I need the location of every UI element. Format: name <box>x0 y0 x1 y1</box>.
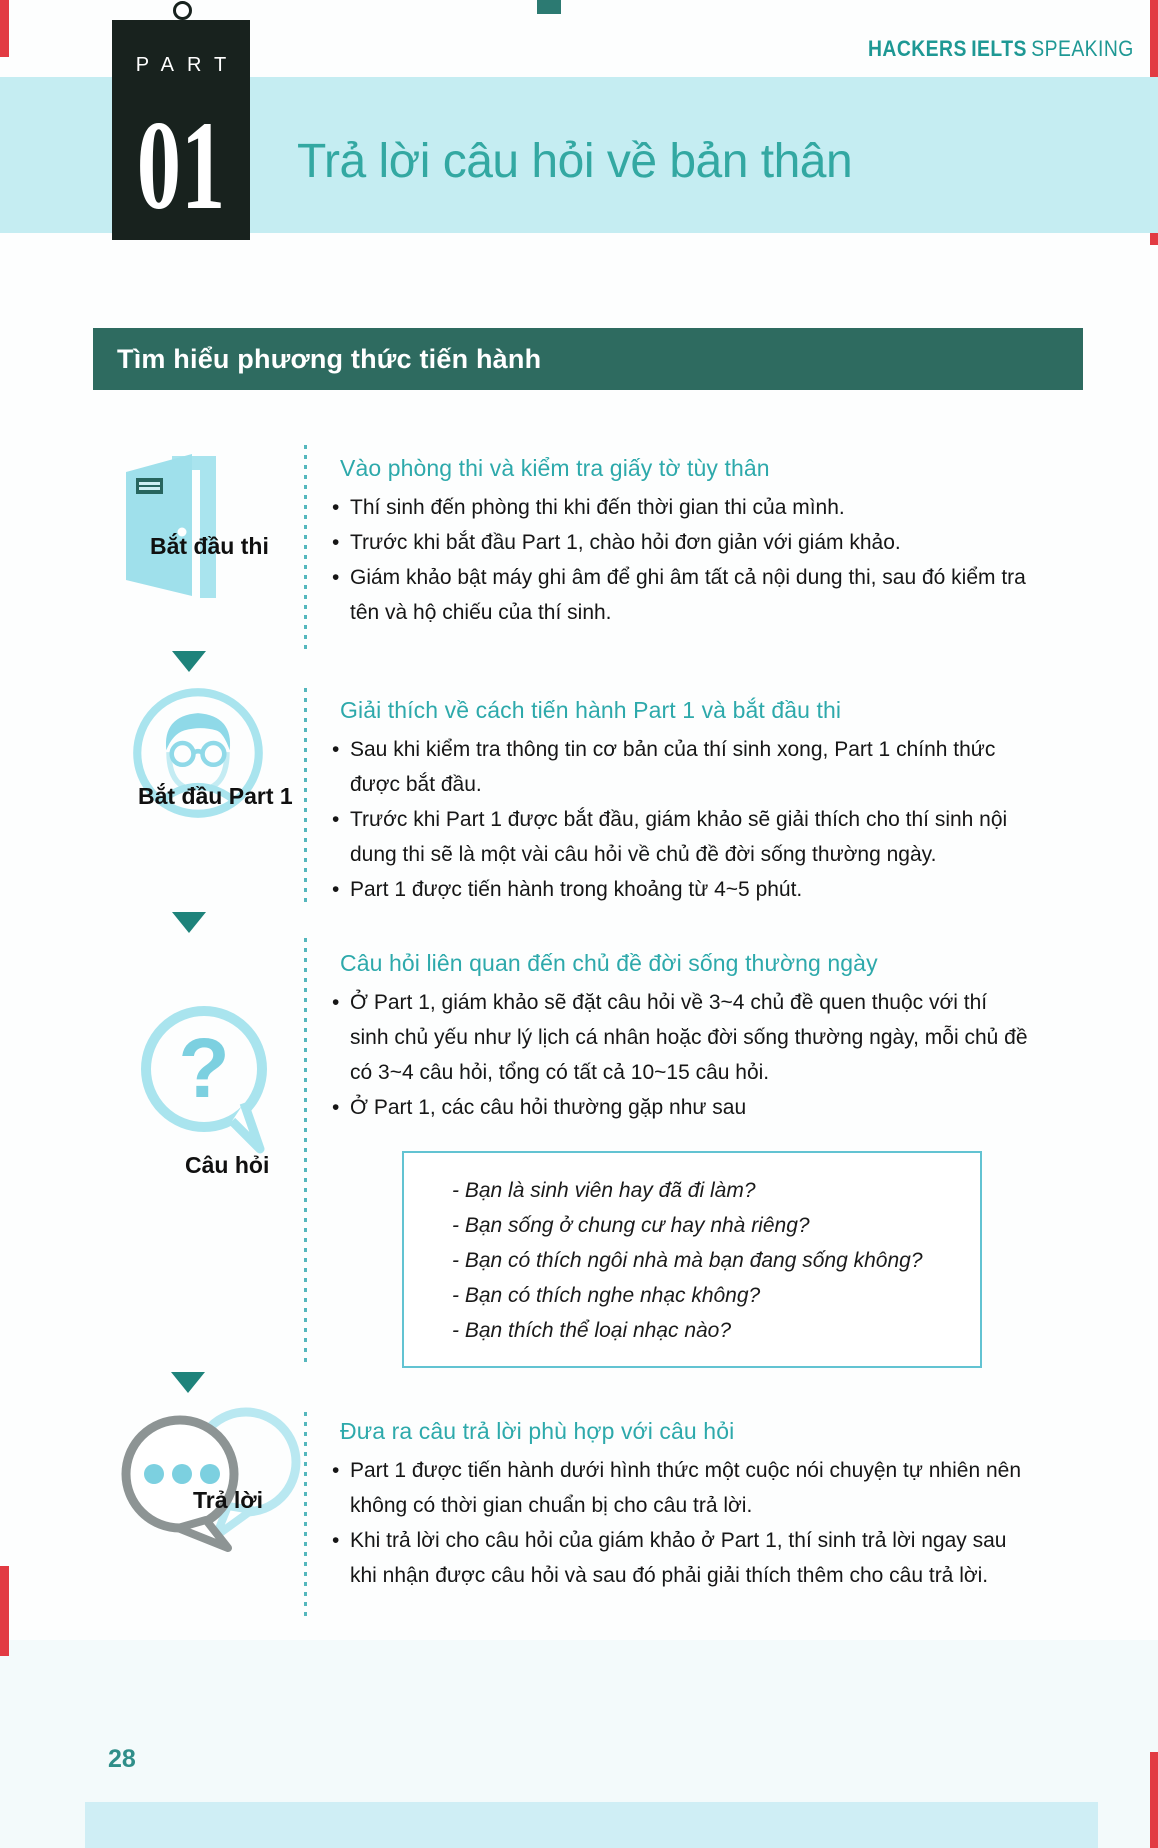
answer-bubbles-icon <box>110 1400 306 1565</box>
example-question: - Bạn có thích nghe nhạc không? <box>452 1284 761 1307</box>
step-heading: Vào phòng thi và kiểm tra giấy tờ tùy thân <box>340 455 770 481</box>
step-label: Trả lời <box>193 1487 264 1513</box>
step-heading: Câu hỏi liên quan đến chủ đề đời sống thường ngày <box>340 950 878 976</box>
scan-artifact <box>537 0 561 14</box>
step-heading: Đưa ra câu trả lời phù hợp với câu hỏi <box>340 1418 735 1444</box>
door-icon <box>120 448 234 605</box>
red-edge-bottom-right <box>1150 1752 1158 1848</box>
example-question: - Bạn thích thể loại nhạc nào? <box>452 1319 732 1342</box>
bullet-list <box>330 1453 1030 1593</box>
down-arrow-icon <box>172 912 206 933</box>
page-number: 28 <box>108 1745 136 1773</box>
step-label: Câu hỏi <box>185 1152 270 1178</box>
chapter-title: Trả lời câu hỏi về bản thân <box>297 135 853 188</box>
part-number: 01 <box>136 95 226 237</box>
example-question: - Bạn là sinh viên hay đã đi làm? <box>452 1179 756 1202</box>
down-arrow-icon <box>171 1372 205 1393</box>
brand-word-speaking: SPEAKING <box>1031 36 1134 61</box>
example-question: - Bạn sống ở chung cư hay nhà riêng? <box>452 1214 810 1237</box>
example-question-box <box>402 1151 982 1368</box>
bullet-item: • Ở Part 1, giám khảo sẽ đặt câu hỏi về 3~4 chủ đề quen thuộc với thí sinh chủ yếu như lý lịch cá nhân hoặc đời sống thường ngày, mỗi chủ đề có 3~4 câu hỏi, tổng có tất cả 10~15 câu hỏi. <box>330 985 1030 1090</box>
dotted-line <box>304 938 307 1366</box>
brand-header <box>868 36 1134 62</box>
svg-text:?: ? <box>178 1021 230 1115</box>
brand-word-hackers: HACKERS <box>868 36 967 61</box>
step-label: Bắt đầu Part 1 <box>138 783 293 809</box>
section-banner: Tìm hiểu phương thức tiến hành <box>93 328 1083 390</box>
step-section-questions <box>330 950 1030 1368</box>
step-section-answers <box>330 1418 1030 1593</box>
bullet-item: • Part 1 được tiến hành trong khoảng từ 4~5 phút. <box>330 872 1030 907</box>
down-arrow-icon <box>172 651 206 672</box>
bullet-item: • Thí sinh đến phòng thi khi đến thời gian thi của mình. <box>330 490 1030 525</box>
step-heading: Giải thích về cách tiến hành Part 1 và bắt đầu thi <box>340 697 842 723</box>
step-label: Bắt đầu thi <box>150 533 269 559</box>
red-edge-top-left <box>0 0 9 57</box>
bullet-item: • Trước khi bắt đầu Part 1, chào hỏi đơn giản với giám khảo. <box>330 525 1030 560</box>
dotted-line <box>304 445 307 650</box>
dotted-line <box>304 688 307 908</box>
brand-word-ielts: IELTS <box>971 36 1027 61</box>
bullet-list <box>330 732 1030 907</box>
question-bubble-icon <box>138 1003 278 1160</box>
bullet-list <box>330 490 1030 630</box>
step-section-start-part1 <box>330 697 1030 907</box>
bullet-item: • Giám khảo bật máy ghi âm để ghi âm tất cả nội dung thi, sau đó kiểm tra tên và hộ chiếu của thí sinh. <box>330 560 1030 630</box>
bullet-item: • Khi trả lời cho câu hỏi của giám khảo ở Part 1, thí sinh trả lời ngay sau khi nhận được câu hỏi và sau đó phải giải thích thêm cho câu trả lời. <box>330 1523 1030 1593</box>
part-tag <box>112 20 250 240</box>
bullet-item: • Sau khi kiểm tra thông tin cơ bản của thí sinh xong, Part 1 chính thức được bắt đầu. <box>330 732 1030 802</box>
pin-icon <box>173 1 192 20</box>
bullet-list <box>330 985 1030 1125</box>
bullet-item: • Part 1 được tiến hành dưới hình thức một cuộc nói chuyện tự nhiên nên không có thời gian chuẩn bị cho câu trả lời. <box>330 1453 1030 1523</box>
example-question: - Bạn có thích ngôi nhà mà bạn đang sống không? <box>452 1249 923 1272</box>
red-edge-left-middle <box>0 1566 9 1656</box>
part-label: PART <box>135 54 240 76</box>
bottom-cyan-strip <box>85 1802 1098 1848</box>
bullet-item: • Ở Part 1, các câu hỏi thường gặp như sau <box>330 1090 1030 1125</box>
step-section-start-exam <box>330 455 1030 630</box>
bullet-item: • Trước khi Part 1 được bắt đầu, giám khảo sẽ giải thích cho thí sinh nội dung thi sẽ là một vài câu hỏi về chủ đề đời sống thường ngày. <box>330 802 1030 872</box>
